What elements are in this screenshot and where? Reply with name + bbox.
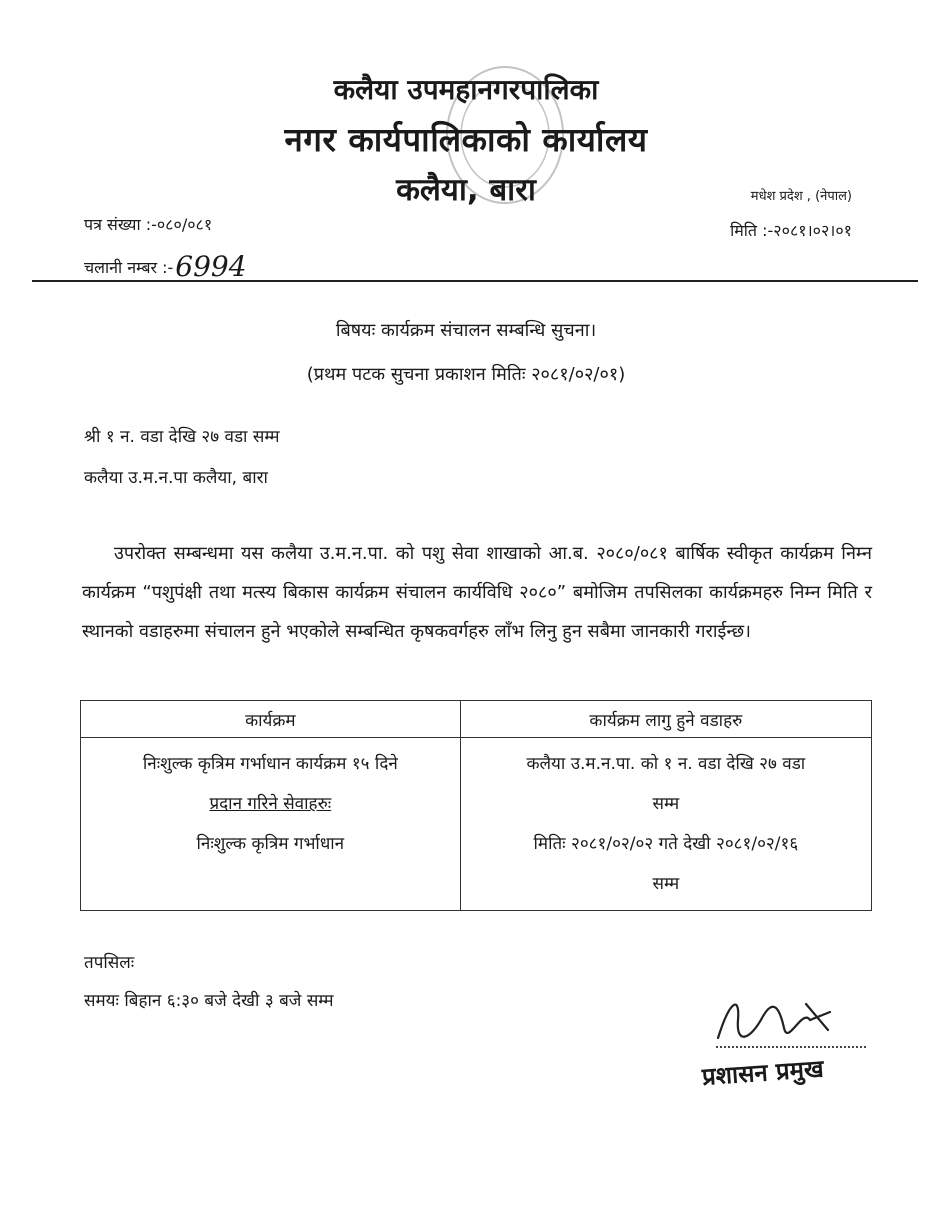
program-name: निःशुल्क कृत्रिम गर्भाधान कार्यक्रम १५ दिने xyxy=(142,754,398,774)
time-details: समयः बिहान ६:३० बजे देखी ३ बजे सम्म xyxy=(84,991,334,1011)
signatory-title: प्रशासन प्रमुख xyxy=(701,1054,825,1091)
wards-range: कलैया उ.म.न.पा. को १ न. वडा देखि २७ वडा xyxy=(526,754,806,774)
subject-line: बिषयः कार्यक्रम संचालन सम्बन्धि सुचना। xyxy=(335,320,597,341)
signature-line xyxy=(716,1046,866,1048)
wards-cell xyxy=(460,738,871,911)
addressee-line-1: श्री १ न. वडा देखि २७ वडा सम्म xyxy=(84,427,280,447)
dispatch-number xyxy=(84,250,247,283)
table-header-row xyxy=(81,701,872,738)
dispatch-value: 6994 xyxy=(175,250,247,283)
municipality-name: कलैया उपमहानगरपालिका xyxy=(333,73,599,106)
province-label: मधेश प्रदेश , (नेपाल) xyxy=(750,189,852,204)
publication-date: (प्रथम पटक सुचना प्रकाशन मितिः २०८१/०२/०१) xyxy=(306,364,626,385)
service-item: निःशुल्क कृत्रिम गर्भाधान xyxy=(196,834,345,854)
body-paragraph: उपरोक्त सम्बन्धमा यस कलैया उ.म.न.पा. को पशु सेवा शाखाको आ.ब. २०८०/०८१ बार्षिक स्वीकृत कार्यक्रम निम्न कार्यक्रम “पशुपंक्षी तथा मत्स्य बिकास कार्यक्रम संचालन कार्यविधि २०८०” बमोजिम तपसिलका कार्यक्रमहरु निम्न मिति र स्थानको वडाहरुमा संचालन हुने भएकोले सम्बन्धित कृषकवर्गहरु लाँभ लिनु हुन सबैमा जानकारी गराईन्छ। xyxy=(82,543,872,642)
table-header-wards: कार्यक्रम लागु हुने वडाहरु xyxy=(460,701,871,738)
program-table xyxy=(80,700,872,911)
table-row xyxy=(81,738,872,911)
wards-range-end: सम्म xyxy=(652,794,680,814)
office-name: नगर कार्यपालिकाको कार्यालय xyxy=(284,120,648,159)
letter-number: पत्र संख्या :-०८०/०८१ xyxy=(84,215,213,234)
addressee-line-2: कलैया उ.म.न.पा कलैया, बारा xyxy=(84,468,268,488)
office-location: कलैया, बारा xyxy=(396,172,536,208)
table-header-program: कार्यक्रम xyxy=(81,701,461,738)
details-label: तपसिलः xyxy=(84,953,135,973)
header-divider xyxy=(32,280,918,282)
date-range-end: सम्म xyxy=(652,874,680,894)
dispatch-label: चलानी नम्बर :- xyxy=(84,258,174,277)
letter-date: मिति :-२०८१।०२।०१ xyxy=(730,221,852,240)
services-label: प्रदान गरिने सेवाहरुः xyxy=(209,794,332,814)
date-range: मितिः २०८१/०२/०२ गते देखी २०८१/०२/१६ xyxy=(533,834,799,854)
signature-icon xyxy=(710,990,850,1050)
program-cell xyxy=(81,738,461,911)
